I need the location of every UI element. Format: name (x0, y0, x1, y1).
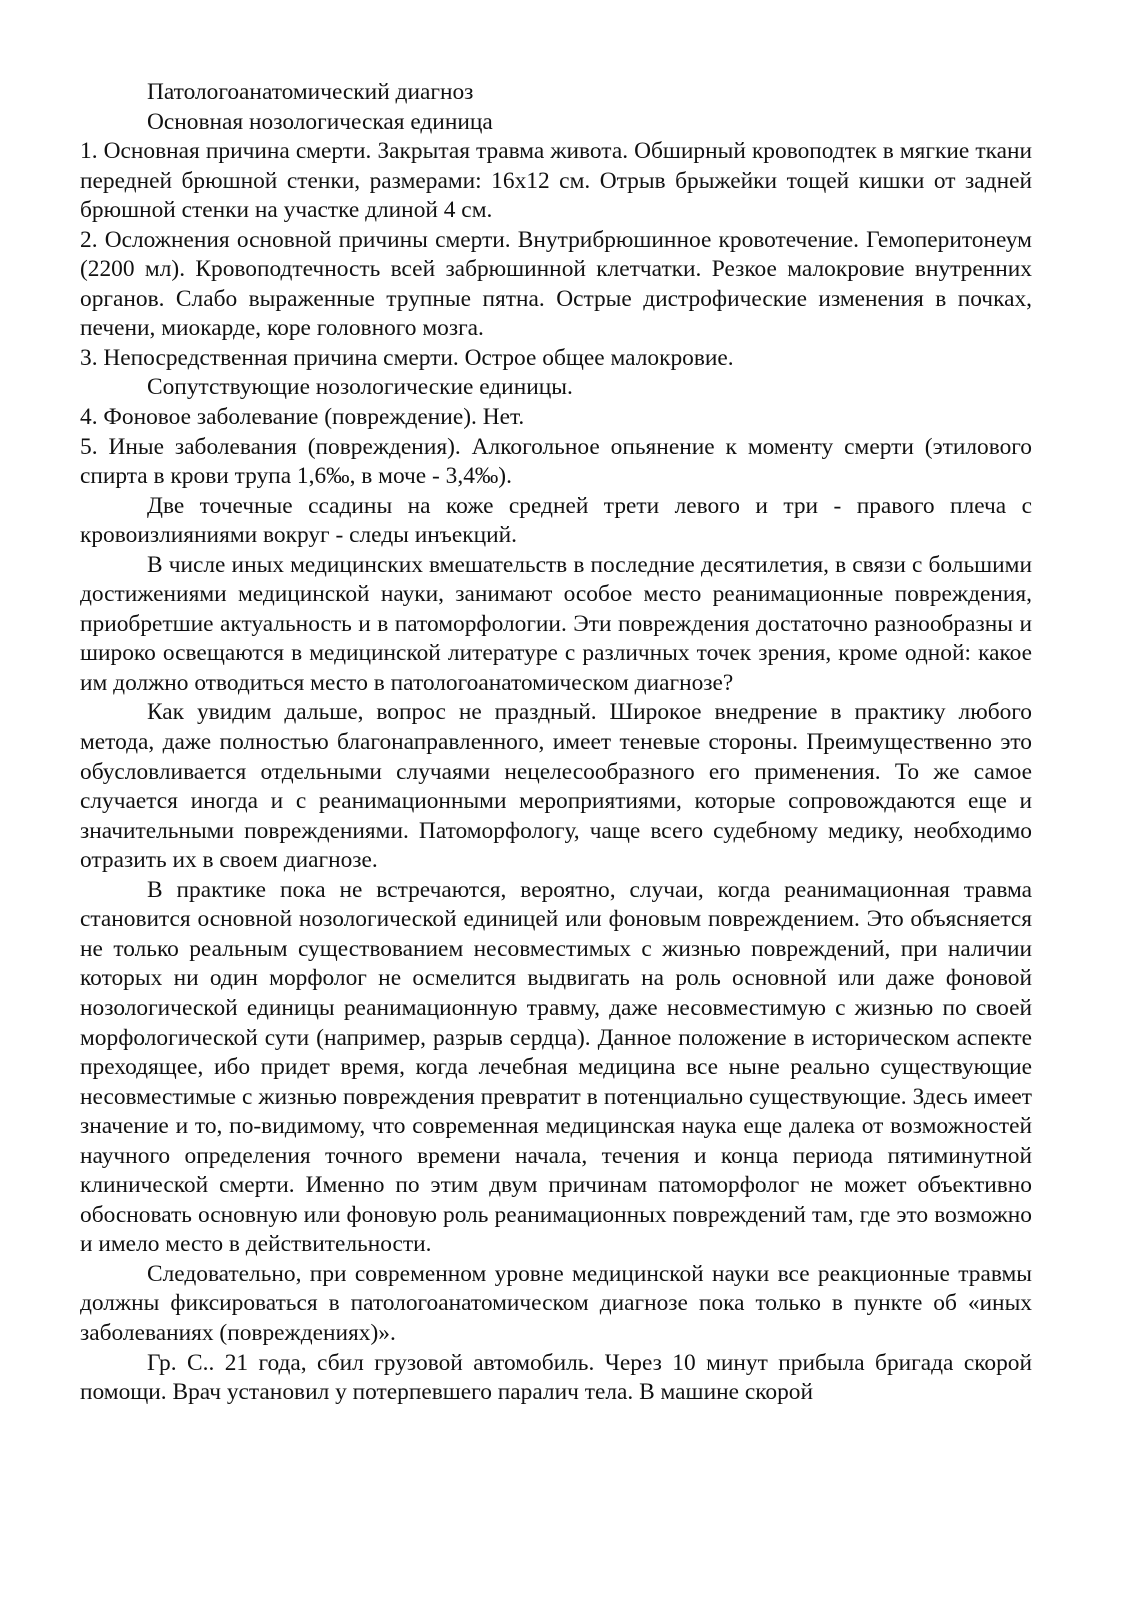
paragraph-case: Гр. С.. 21 года, сбил грузовой автомобиль. Через 10 минут прибыла бригада скорой помощи. Врач установил у потерпевшего паралич тела. В машине скорой (80, 1349, 1032, 1406)
paragraph-reanimation-injuries: В числе иных медицинских вмешательств в последние десятилетия, в связи с большими достижениями медицинской науки, занимают особое место реанимационные повреждения, приобретшие актуальность и в патоморфологии. Эти повреждения достаточно разнообразны и широко освещаются в медицинской литературе с различных точек зрения, кроме одной: какое им должно отводиться место в патологоанатомическом диагнозе? (80, 551, 1032, 696)
paragraph-practice: В практике пока не встречаются, вероятно, случаи, когда реанимационная травма становится основной нозологической единицей или фоновым повреждением. Это объясняется не только реальным существованием несовместимых с жизнью повреждений, при наличии которых ни один морфолог не осмелится выдвигать на роль основной или даже фоновой нозологической единицы реанимационную травму, даже несовместимую с жизнью по своей морфологической сути (например, разрыв сердца). Данное положение в историческом аспекте преходящее, ибо придет время, когда лечебная медицина все ныне реально существующие несовместимые с жизнью повреждения превратит в потенциально существующие. Здесь имеет значение и то, по-видимому, что современная медицинская наука еще далека от возможностей научного определения точного времени начала, течения и конца периода пятиминутной клинической смерти. Именно по этим двум причинам патоморфолог не может объективно обосновать основную или фоновую роль реанимационных повреждений там, где это возможно и имело место в действительности. (80, 876, 1032, 1258)
document-page (80, 78, 1032, 1408)
item-complications: 2. Осложнения основной причины смерти. Внутрибрюшинное кровотечение. Гемоперитонеум (2200 мл). Кровоподтечность всей забрюшинной клетчатки. Резкое малокровие внутренних органов. Слабо выраженные трупные пятна. Острые дистрофические изменения в почках, печени, миокарде, коре головного мозга. (80, 226, 1032, 342)
item-immediate-cause: 3. Непосредственная причина смерти. Острое общее малокровие. (80, 344, 734, 371)
paragraph-question: Как увидим дальше, вопрос не праздный. Широкое внедрение в практику любого метода, даже полностью благонаправленного, имеет теневые стороны. Преимущественно это обусловливается отдельными случаями нецелесообразного его применения. То же самое случается иногда и с реанимационными мероприятиями, которые сопровождаются еще и значительными повреждениями. Патоморфологу, чаще всего судебному медику, необходимо отразить их в своем диагнозе. (80, 699, 1032, 874)
item-main-cause: 1. Основная причина смерти. Закрытая травма живота. Обширный кровоподтек в мягкие ткани передней брюшной стенки, размерами: 16х12 см. Отрыв брыжейки тощей кишки от задней брюшной стенки на участке длиной 4 см. (80, 138, 1032, 224)
main-nosological-unit-heading: Основная нозологическая единица (147, 108, 493, 135)
paragraph-injection-marks: Две точечные ссадины на коже средней трети левого и три - правого плеча с кровоизлияниями вокруг - следы инъекций. (80, 492, 1032, 549)
item-background-disease: 4. Фоновое заболевание (повреждение). Нет. (80, 404, 525, 431)
paragraph-conclusion: Следовательно, при современном уровне медицинской науки все реакционные травмы должны фиксироваться в патологоанатомическом диагнозе пока только в пункте об «иных заболеваниях (повреждениях)». (80, 1260, 1032, 1346)
diagnosis-heading: Патологоанатомический диагноз (147, 79, 474, 105)
item-other-diseases: 5. Иные заболевания (повреждения). Алкогольное опьянение к моменту смерти (этилового спирта в крови трупа 1,6‰, в моче - 3,4‰). (80, 433, 1032, 490)
concomitant-units-heading: Сопутствующие нозологические единицы. (147, 374, 573, 401)
